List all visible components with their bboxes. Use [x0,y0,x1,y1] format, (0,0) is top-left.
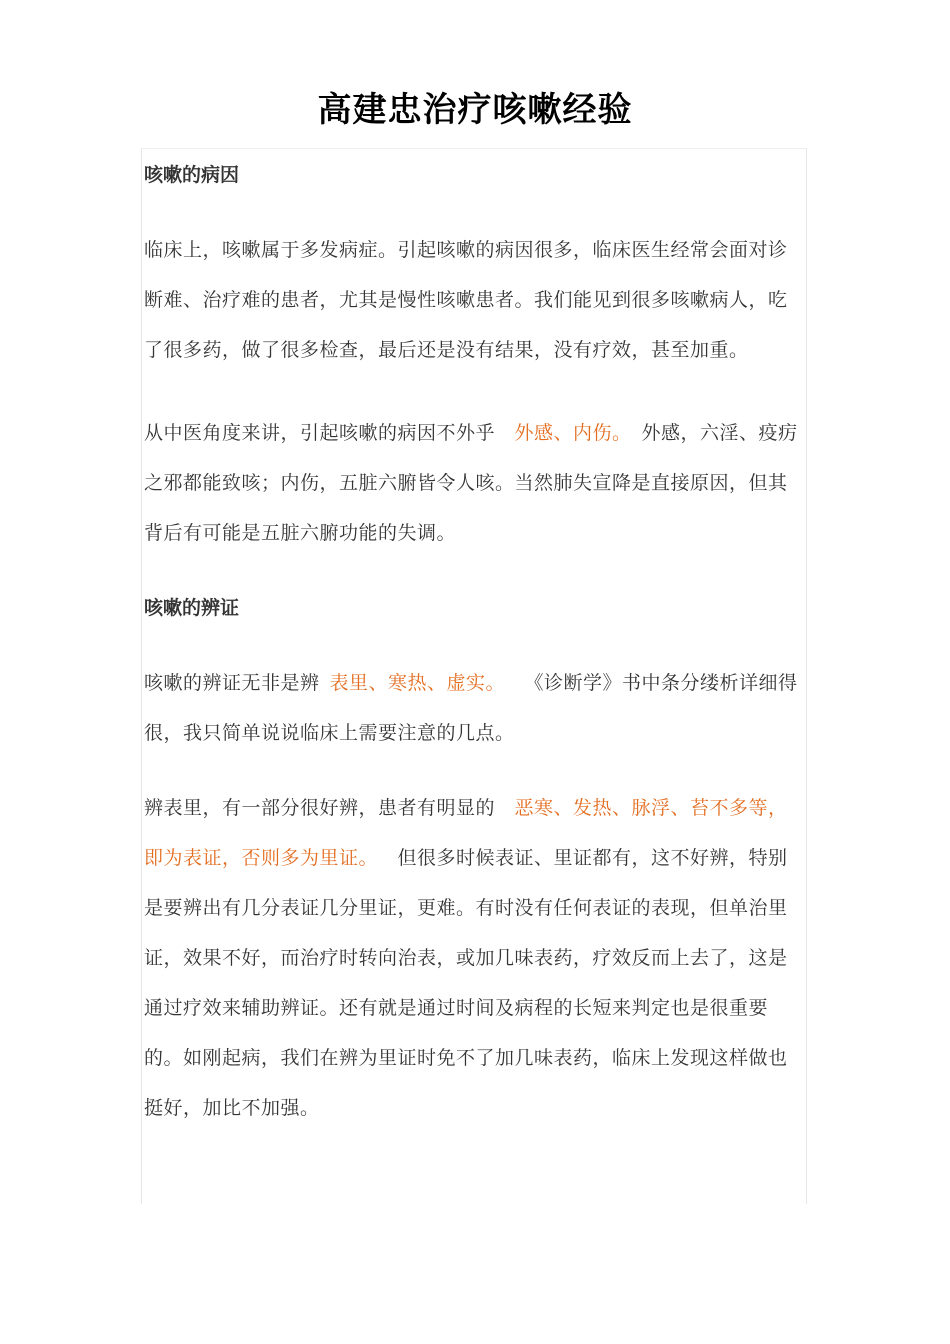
paragraph-text: 但很多时候表证、里证都有，这不好辨，特别是要辨出有几分表证几分里证，更难。有时没有任何表证的表现，但单治里证，效果不好，而治疗时转向治表，或加几味表药，疗效反而上去了，这是通过疗效来辅助辨证。还有就是通过时间及病程的长短来判定也是很重要的。如刚起病，我们在辨为里证时免不了加几味表药，临床上发现这样做也挺好，加比不加强。 [144,847,788,1119]
section-heading-differentiation: 咳嗽的辨证 [144,597,240,619]
paragraph-causes-intro: 临床上，咳嗽属于多发病症。引起咳嗽的病因很多，临床医生经常会面对诊断难、治疗难的患者，尤其是慢性咳嗽患者。我们能见到很多咳嗽病人，吃了很多药，做了很多检查，最后还是没有结果，没有疗效，甚至加重。 [144,239,788,361]
highlight-text: 恶寒、发热、脉浮、苔不多等，即为表证，否则多为里证。 [144,797,788,869]
highlight-text: 外感、内伤。 [514,422,632,444]
paragraph-text: 《诊断学》书中条分缕析详细得很，我只简单说说临床上需要注意的几点。 [144,672,798,744]
section-heading-causes: 咳嗽的病因 [144,164,240,186]
paragraph-text: 咳嗽的辨证无非是辨 [144,672,320,694]
page-title: 高建忠治疗咳嗽经验 [317,90,633,130]
paragraph-differentiation-intro [144,658,804,758]
highlight-text: 表里、寒热、虚实。 [329,672,506,694]
paragraph-causes-tcm [144,408,804,558]
paragraph-exterior-interior [144,783,804,1133]
paragraph-text: 辨表里，有一部分很好辨，患者有明显的 [144,797,496,819]
paragraph-text: 外感，六淫、疫疠之邪都能致咳；内伤，五脏六腑皆令人咳。当然肺失宣降是直接原因，但其背后有可能是五脏六腑功能的失调。 [144,422,798,544]
paragraph-text: 从中医角度来讲，引起咳嗽的病因不外乎 [144,422,496,444]
article-body [144,150,804,1133]
